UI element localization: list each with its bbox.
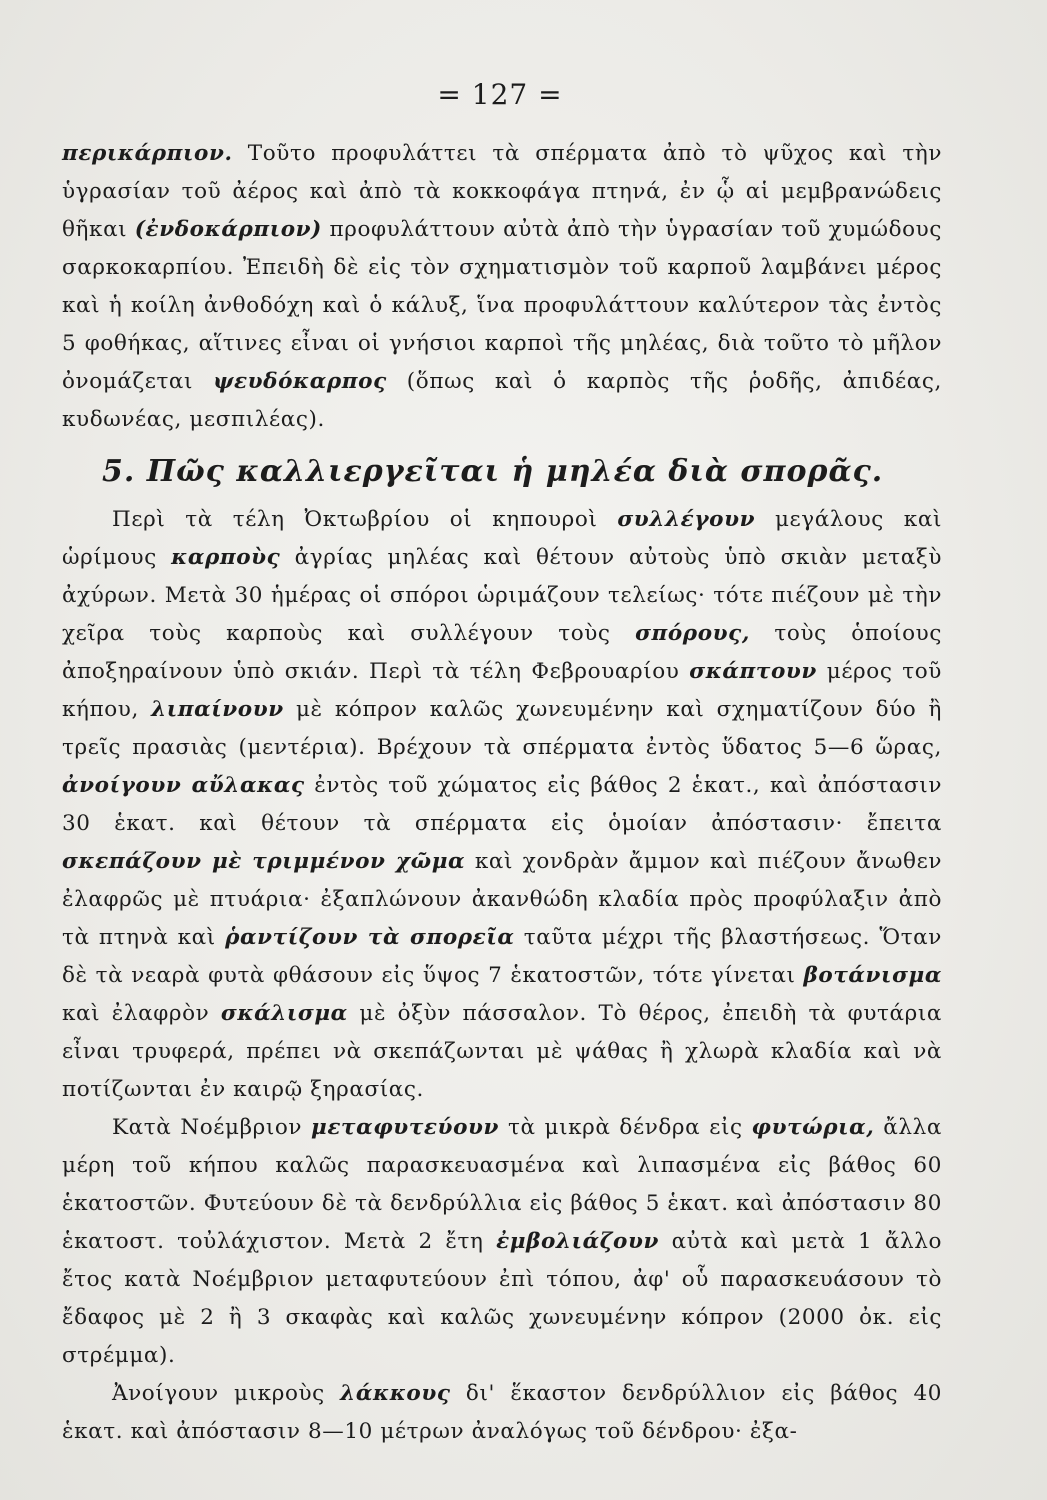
text-run: μεγάλους καὶ ὡρίμους	[62, 507, 942, 570]
text-run: Ἀνοίγουν μικροὺς	[112, 1381, 341, 1406]
text-run: αὐτὰ καὶ μετὰ 1 ἄλλο ἔτος κατὰ Νοέμβριον μεταφυτεύουν ἐπὶ τόπου, ἀφ' οὗ παρασκευάσουν τὸ ἔδαφος μὲ 2 ἢ 3 σκαφὰς καὶ καλῶς χωνευμένην κόπρον (2000 ὀκ. εἰς στρέμμα).	[62, 1229, 942, 1368]
emphasized-term: μεταφυτεύουν	[311, 1115, 500, 1140]
text-run: ταῦτα μέχρι τῆς βλαστήσεως. Ὅταν δὲ τὰ νεαρὰ φυτὰ φθάσουν εἰς ὕψος 7 ἑκατοστῶν, τότε γίνεται	[62, 925, 942, 988]
emphasized-term: σκεπάζουν μὲ τριμμένον χῶμα	[62, 849, 466, 874]
emphasized-term: ἀνοίγουν αὔλακας	[62, 773, 305, 798]
emphasized-term: ἐμβολιάζουν	[496, 1229, 660, 1254]
text-run: προφυλάττουν αὐτὰ ἀπὸ τὴν ὑγρασίαν τοῦ χυμώδους σαρκοκαρπίου. Ἐπειδὴ δὲ εἰς τὸν σχηματισμὸν τοῦ καρποῦ λαμβάνει μέρος καὶ ἡ κοίλη ἀνθοδόχη καὶ ὁ κάλυξ, ἵνα προφυλάττουν καλύτερον τὰς ἐντὸς 5 φοθήκας, αἵτινες εἶναι οἱ γνήσιοι καρποὶ τῆς μηλέας, διὰ τοῦτο τὸ μῆλον ὀνομάζεται	[62, 217, 942, 394]
emphasized-term: (ἐνδοκάρπιον)	[134, 217, 322, 242]
emphasized-term: ψευδόκαρπος	[213, 369, 387, 394]
paragraph-3	[62, 1109, 942, 1375]
text-run: ἐντὸς τοῦ χώματος εἰς βάθος 2 ἑκατ., καὶ ἀπόστασιν 30 ἑκατ. καὶ θέτουν τὰ σπέρματα εἰς ὁμοίαν ἀπόστασιν· ἔπειτα	[62, 773, 942, 836]
text-run: ἀγρίας μηλέας καὶ θέτουν αὐτοὺς ὑπὸ σκιὰν μεταξὺ ἀχύρων. Μετὰ 30 ἡμέρας οἱ σπόροι ὡριμάζουν τελείως· τότε πιέζουν μὲ τὴν χεῖρα τοὺς καρποὺς καὶ συλλέγουν τοὺς	[62, 545, 943, 646]
emphasized-term: βοτάνισμα	[803, 963, 942, 988]
emphasized-term: λιπαίνουν	[151, 697, 284, 722]
emphasized-term: φυτώρια,	[751, 1115, 875, 1140]
text-run: καὶ χονδρὰν ἄμμον καὶ πιέζουν ἄνωθεν ἐλαφρῶς μὲ πτυάρια· ἐξαπλώνουν ἀκανθώδη κλαδία πρὸς προφύλαξιν ἀπὸ τὰ πτηνὰ καὶ	[62, 849, 942, 950]
emphasized-term: ῥαντίζουν τὰ σπορεῖα	[225, 925, 515, 950]
body-text	[62, 135, 942, 1451]
emphasized-term: λάκκους	[340, 1381, 451, 1406]
emphasized-term: περικάρπιον.	[62, 141, 233, 166]
text-run: Περὶ τὰ τέλη Ὀκτωβρίου οἱ κηπουροὶ	[112, 507, 618, 532]
text-run: Τοῦτο προφυλάττει τὰ σπέρματα ἀπὸ τὸ ψῦχος καὶ τὴν ὑγρασίαν τοῦ ἀέρος καὶ ἀπὸ τὰ κοκκοφάγα πτηνά, ἐν ᾧ αἱ μεμβρανώδεις θῆκαι	[62, 141, 942, 242]
emphasized-term: καρποὺς	[171, 545, 281, 570]
text-run: ἄλλα μέρη τοῦ κήπου καλῶς παρασκευασμένα καὶ λιπασμένα εἰς βάθος 60 ἑκατοστῶν. Φυτεύουν δὲ τὰ δενδρύλλια εἰς βάθος 5 ἑκατ. καὶ ἀπόστασιν 80 ἑκατοστ. τοὐλάχιστον. Μετὰ 2 ἔτη	[62, 1115, 943, 1254]
text-run: τὰ μικρὰ δένδρα εἰς	[499, 1115, 752, 1140]
text-run: Κατὰ Νοέμβριον	[112, 1115, 312, 1140]
text-run: τοὺς ὁποίους ἀποξηραίνουν ὑπὸ σκιάν. Περὶ τὰ τέλη Φεβρουαρίου	[62, 621, 942, 684]
text-run: (ὅπως καὶ ὁ καρπὸς τῆς ῥοδῆς, ἀπιδέας, κυδωνέας, μεσπιλέας).	[62, 369, 942, 432]
page-number: = 127 =	[437, 78, 563, 111]
paragraph-4	[62, 1375, 942, 1451]
text-run: μὲ ὀξὺν πάσσαλον. Τὸ θέρος, ἐπειδὴ τὰ φυτάρια εἶναι τρυφερά, πρέπει νὰ σκεπάζωνται μὲ ψάθας ἢ χλωρὰ κλαδία καὶ νὰ ποτίζωνται ἐν καιρῷ ξηρασίας.	[62, 1001, 942, 1102]
text-run: μὲ κόπρον καλῶς χωνευμένην καὶ σχηματίζουν δύο ἢ τρεῖς πρασιὰς (μεντέρια). Βρέχουν τὰ σπέρματα ἐντὸς ὕδατος 5—6 ὥρας,	[62, 697, 942, 760]
emphasized-term: σπόρους,	[635, 621, 750, 646]
section-heading: 5. Πῶς καλλιεργεῖται ἡ μηλέα διὰ σπορᾶς.	[102, 454, 884, 489]
paragraph-2	[62, 501, 942, 1109]
text-run: μέρος τοῦ κήπου,	[62, 659, 942, 722]
emphasized-term: συλλέγουν	[617, 507, 756, 532]
text-run: δι' ἕκαστον δενδρύλλιον εἰς βάθος 40 ἑκατ. καὶ ἀπόστασιν 8—10 μέτρων ἀναλόγως τοῦ δένδρου· ἐξα-	[62, 1381, 942, 1444]
paragraph-1	[62, 135, 942, 439]
text-run: καὶ ἐλαφρὸν	[62, 1001, 221, 1026]
emphasized-term: σκάπτουν	[689, 659, 817, 684]
emphasized-term: σκάλισμα	[220, 1001, 348, 1026]
